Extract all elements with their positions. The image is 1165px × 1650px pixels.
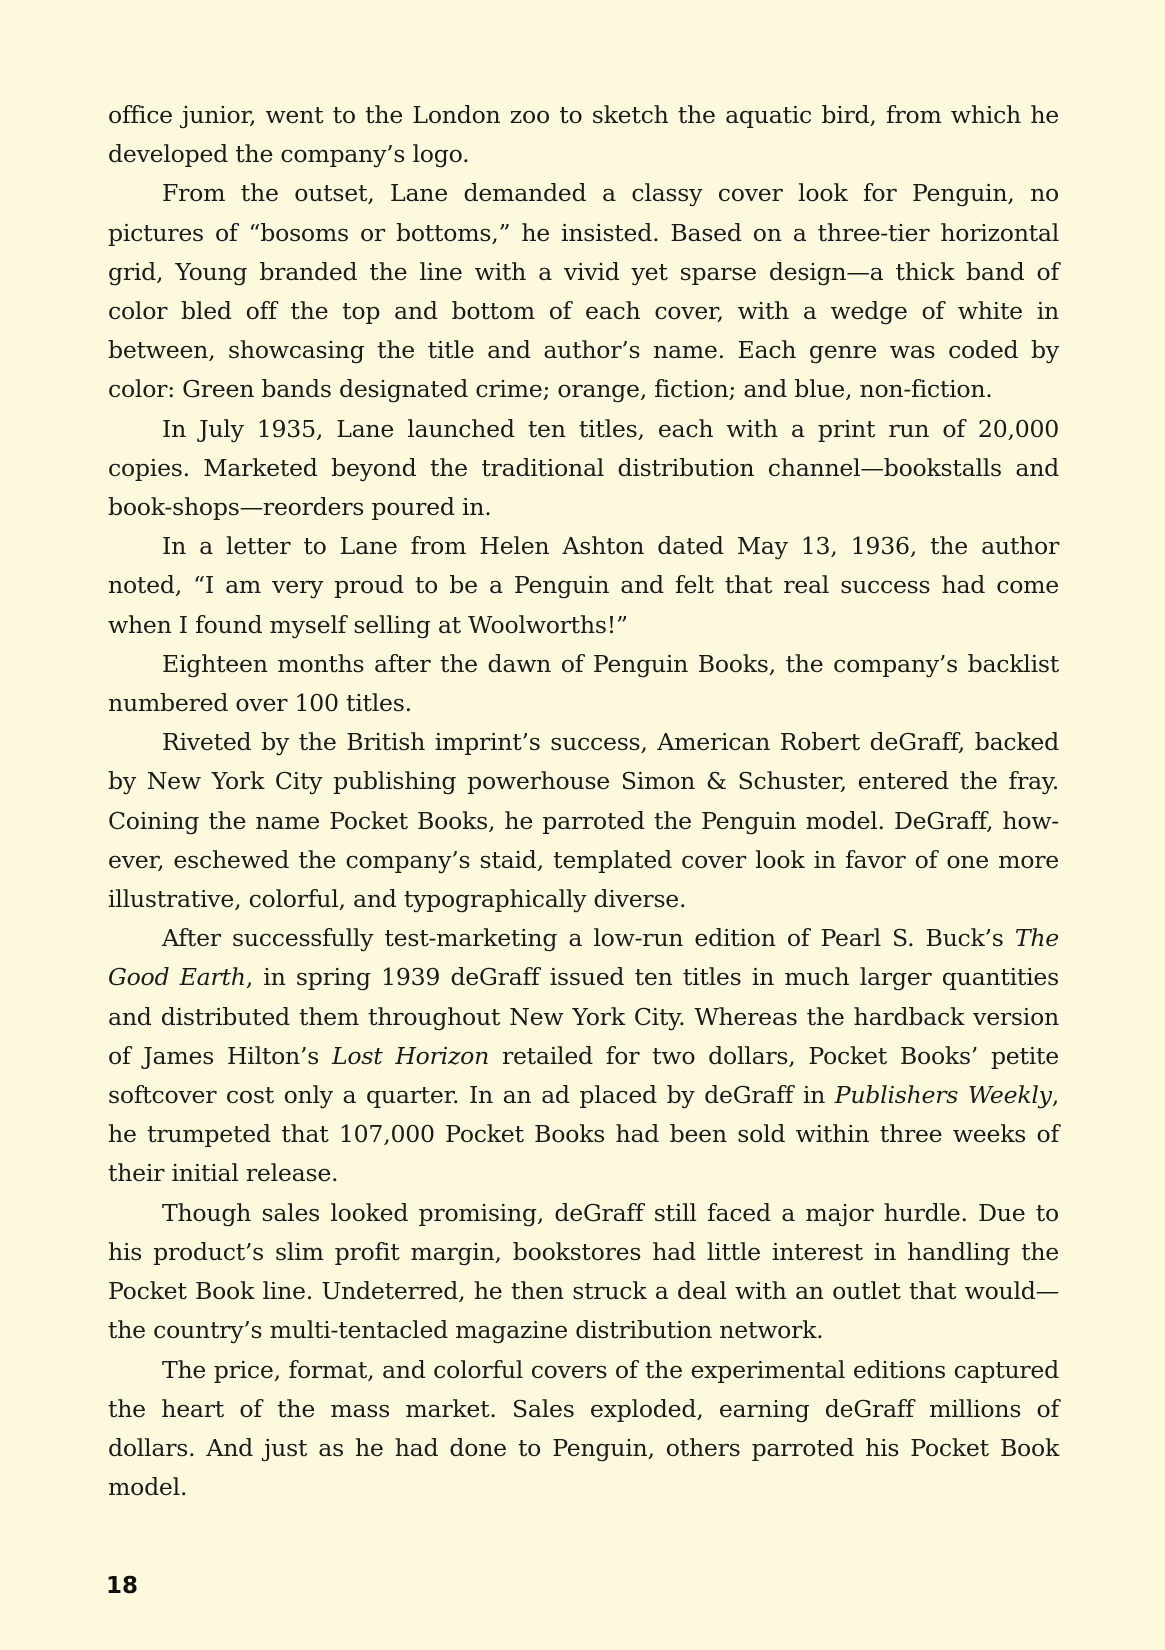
paragraph [108,527,1059,645]
text-run: In a letter to Lane from Helen Ashton dated May 13, 1936, the author noted, “I am very proud to be a Penguin and felt that real success had come when I found myself selling at Woolworths!” [108,532,1059,639]
paragraph [108,174,1059,409]
text-run: retailed for two dollars, Pocket Books’ petite softcover cost only a quarter. In an ad placed by deGraff in [108,1041,1059,1110]
text-run: In July 1935, Lane launched ten titles, each with a print run of 20,000 copies. Marketed beyond the traditional distribution channel—bookstalls and book-shops—reorders poured in. [108,414,1059,522]
text-run: office junior, went to the London zoo to sketch the aquatic bird, from which he developed the company’s logo. [108,101,1059,169]
paragraph [108,1351,1059,1508]
text-run: After successfully test-marketing a low-run edition of Pearl S. Buck’s [162,924,1015,953]
paragraph [108,919,1059,1193]
body-text [108,96,1059,1507]
book-title-italic: Lost Horizon [332,1041,490,1070]
paragraph [108,645,1059,723]
book-title-italic: The Good Earth [108,924,1059,992]
paragraph [108,410,1059,528]
text-run: , in spring 1939 deGraff issued ten titles in much larger quantities and distributed them throughout New York City. Whereas the hardback version of James Hilton’s [108,963,1059,1070]
page-number: 18 [106,1573,139,1599]
text-run: , he trumpeted that 107,000 Pocket Books had been sold within three weeks of their initial release. [108,1081,1059,1188]
text-run: Though sales looked promising, deGraff still faced a major hurdle. Due to his product’s slim profit margin, bookstores had little interest in handling the Pocket Book line. Undeterred, he then struck a deal with an outlet that would—the country’s multi-tentacled magazine distribution network. [108,1198,1059,1345]
text-run: From the outset, Lane demanded a classy cover look for Penguin, no pictures of “bosoms or bottoms,” he insisted. Based on a three-tier horizontal grid, Young branded the line with a vivid yet sparse design—a thick band of color bled off the top and bottom of each cover, with a wedge of white in between, showcasing the title and author’s name. Each genre was coded by color: Green bands designated crime; orange, fiction; and blue, non-fiction. [108,179,1059,404]
paragraph [108,723,1059,919]
text-run: Riveted by the British imprint’s success, American Robert deGraff, backed by New York City publishing powerhouse Simon & Schuster, entered the fray. Coining the name Pocket Books, he parroted the Penguin model. DeGraff, how-ever, eschewed the company’s staid, templated cover look in favor of one more illustrative, colorful, and typographically diverse. [108,728,1059,914]
publication-title-italic: Publishers Weekly [834,1081,1052,1110]
paragraph [108,1194,1059,1351]
paragraph [108,96,1059,174]
text-run: The price, format, and colorful covers of the experimental editions captured the heart of the mass market. Sales exploded, earning deGraff millions of dollars. And just as he had done to Penguin, others parroted his Pocket Book model. [108,1355,1059,1502]
text-run: Eighteen months after the dawn of Penguin Books, the company’s backlist numbered over 100 titles. [108,649,1059,718]
